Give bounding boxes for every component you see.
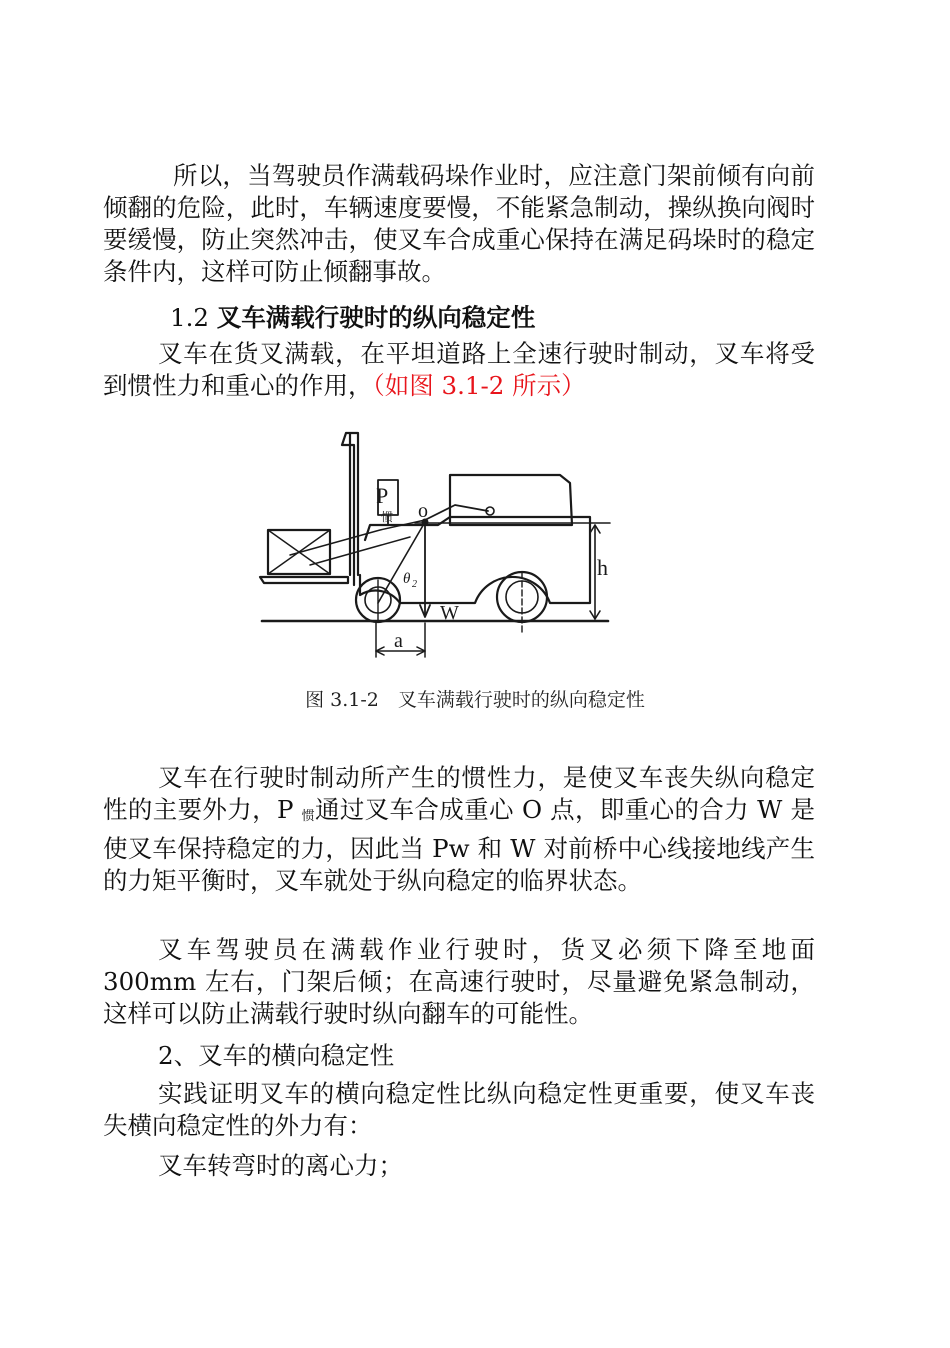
label-theta-sub: 2 [412, 579, 417, 590]
fork [260, 577, 348, 583]
figure-reference: （如图 3.1-2 所示） [372, 371, 586, 400]
mast [342, 433, 358, 585]
section-heading-2: 2、叉车的横向稳定性 [158, 1041, 395, 1070]
label-a: a [394, 630, 403, 652]
inertia-subscript: 惯 [301, 809, 315, 824]
paragraph-driving-guidance: 叉车驾驶员在满载作业行驶时，货叉必须下降至地面 300mm 左右，门架后倾；在高速行驶时，尽量避免紧急制动，这样可以防止满载行驶时纵向翻车的可能性。 [103, 935, 815, 1028]
label-p-sub: 惯 [381, 510, 394, 524]
heading-number: 1.2 [170, 303, 217, 332]
paragraph-braking-text: 叉车在货叉满载，在平坦道路上全速行驶时制动，叉车将受到惯性力和重心的作用， [103, 339, 815, 400]
paragraph-rollover-warning: 所以，当驾驶员作满载码垛作业时，应注意门架前倾有向前倾翻的危险，此时，车辆速度要慢，不能紧急制动，操纵换向阀时要缓慢，防止突然冲击，使叉车合成重心保持在满足码垛时的稳定条件内，这样可防止倾翻事故。 [103, 161, 815, 286]
theta-line [378, 522, 425, 603]
paragraph-braking-forces [103, 338, 815, 402]
forklift-stability-figure [250, 425, 620, 670]
heading-title: 叉车满载行驶时的纵向稳定性 [216, 303, 536, 332]
label-w: W [440, 602, 459, 624]
label-theta: θ [403, 571, 411, 587]
body [360, 517, 590, 603]
label-o: o [418, 500, 428, 522]
inertia-text-a: 叉车在行驶时制动所产生的惯性力，是使叉车丧失纵向稳定性的主要外力，P [103, 763, 815, 824]
paragraph-centrifugal-force: 叉车转弯时的离心力； [158, 1151, 403, 1180]
section-heading-1-2 [170, 302, 535, 334]
figure-caption: 图 3.1-2 叉车满载行驶时的纵向稳定性 [305, 689, 645, 711]
paragraph-inertia-force [103, 762, 815, 897]
paragraph-lateral-stability: 实践证明叉车的横向稳定性比纵向稳定性更重要，使叉车丧失横向稳定性的外力有： [103, 1079, 815, 1140]
inertia-text-b: 通过叉车合成重心 O 点，即重心的合力 W 是使叉车保持稳定的力，因此当 Pw 和 W 对前桥中心线接地线产生的力矩平衡时，叉车就处于纵向稳定的临界状态。 [103, 795, 815, 895]
label-h: h [597, 555, 608, 580]
label-p: P [376, 483, 389, 508]
